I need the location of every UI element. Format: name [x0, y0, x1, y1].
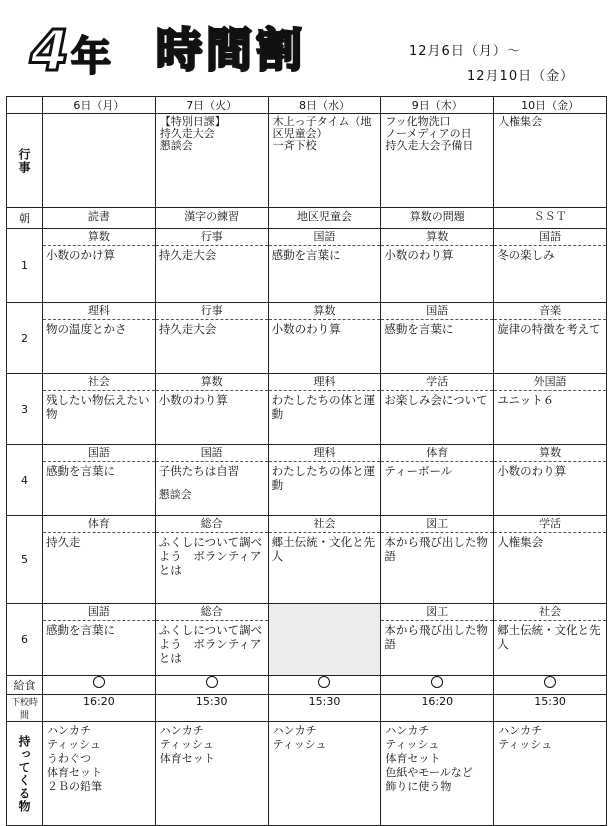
lesson-subject: 図工 — [381, 604, 493, 621]
lesson-subject: 理科 — [43, 303, 155, 320]
events-row — [7, 114, 607, 208]
dismissal-time: 15:30 — [155, 695, 268, 722]
bring-row — [7, 722, 607, 826]
lesson-subject: 学活 — [494, 516, 606, 533]
lesson-topic: 子供たちは自習 — [158, 464, 240, 478]
lesson-topic: 小数のわり算 — [158, 393, 228, 407]
lunch-circle-icon — [431, 676, 443, 688]
lesson-topic: 本から飛び出した物語 — [384, 535, 488, 563]
lesson-subject: 社会 — [494, 604, 606, 621]
event-cell — [43, 114, 156, 208]
dismissal-time: 15:30 — [268, 695, 381, 722]
lesson-subject: 学活 — [381, 374, 493, 391]
lesson-topic: 小数のわり算 — [271, 322, 341, 336]
lesson-cell — [155, 303, 268, 374]
lesson-subject: 算数 — [494, 445, 606, 462]
lesson-cell — [155, 604, 268, 676]
lesson-cell — [268, 374, 381, 445]
lunch-cell — [494, 676, 607, 695]
morning-row — [7, 208, 607, 229]
lesson-subject: 総合 — [156, 604, 268, 621]
lunch-cell — [155, 676, 268, 695]
events-label-text: 行事 — [17, 147, 31, 174]
lesson-cell — [381, 516, 494, 604]
day-header: 6日（月） — [43, 97, 156, 114]
lesson-cell — [155, 229, 268, 303]
lunch-cell — [381, 676, 494, 695]
period-number: 5 — [7, 516, 43, 604]
lesson-topic: ふくしについて調べよう ボランティアとは — [158, 535, 263, 577]
dismissal-row — [7, 695, 607, 722]
lesson-note: 懇談会 — [158, 488, 192, 501]
lunch-label: 給食 — [7, 676, 43, 695]
lesson-topic: 郷土伝統・文化と先人 — [271, 535, 376, 563]
bring-label-text: 持ってくる物 — [17, 734, 31, 813]
event-cell: 木上っ子タイム（地区児童会） 一斉下校 — [268, 114, 381, 208]
morning-label: 朝 — [7, 208, 43, 229]
lunch-circle-icon — [93, 676, 105, 688]
lesson-subject: 理科 — [269, 445, 381, 462]
lesson-subject: 社会 — [43, 374, 155, 391]
lesson-subject: 体育 — [381, 445, 493, 462]
page-title: 時間割 — [156, 23, 306, 77]
lesson-cell — [43, 303, 156, 374]
lunch-row — [7, 676, 607, 695]
lesson-topic: 冬の楽しみ — [497, 248, 555, 262]
lesson-topic: 感動を言葉に — [46, 464, 115, 478]
lesson-cell — [43, 374, 156, 445]
lesson-topic: 感動を言葉に — [384, 322, 454, 336]
lesson-cell — [381, 374, 494, 445]
lesson-topic: 小数のわり算 — [384, 248, 454, 262]
lunch-cell — [43, 676, 156, 695]
lesson-subject: 国語 — [269, 229, 381, 246]
lesson-subject: 算数 — [381, 229, 493, 246]
page-header — [0, 0, 614, 96]
lesson-cell — [268, 303, 381, 374]
event-cell: フッ化物洗口 ノーメディアの日 持久走大会予備日 — [381, 114, 494, 208]
lesson-cell — [43, 516, 156, 604]
grade-number: 4 — [30, 19, 69, 84]
lesson-cell — [155, 374, 268, 445]
day-header: 7日（火） — [155, 97, 268, 114]
lesson-topic: 残したい物伝えたい物 — [46, 393, 150, 421]
morning-activity: 漢字の練習 — [155, 208, 268, 229]
lesson-topic: 小数のかけ算 — [46, 248, 115, 262]
lesson-cell — [268, 516, 381, 604]
bring-label — [7, 722, 43, 826]
lesson-subject: 体育 — [43, 516, 155, 533]
period-row-4 — [7, 445, 607, 516]
period-number: 1 — [7, 229, 43, 303]
period-row-3 — [7, 374, 607, 445]
lesson-cell — [381, 604, 494, 676]
date-range-start: 12月6日（月）～ — [409, 44, 521, 59]
lesson-topic: 人権集会 — [497, 535, 544, 549]
lesson-subject: 算数 — [156, 374, 268, 391]
lesson-subject: 社会 — [269, 516, 381, 533]
lesson-cell — [381, 445, 494, 516]
lesson-topic: 持久走大会 — [158, 248, 217, 262]
lunch-circle-icon — [544, 676, 556, 688]
bring-items: ハンカチ ティッシュ 体育セット 色紙やモールなど 飾りに使う物 — [381, 722, 494, 826]
lesson-subject: 国語 — [381, 303, 493, 320]
lesson-subject: 国語 — [43, 604, 155, 621]
period-row-2 — [7, 303, 607, 374]
lesson-subject: 算数 — [43, 229, 155, 246]
lesson-cell — [155, 516, 268, 604]
lesson-topic: 持久走 — [46, 535, 81, 549]
lesson-topic: 物の温度とかさ — [46, 322, 127, 336]
lesson-topic: 旋律の特徴を考えて — [497, 322, 601, 336]
lesson-topic: お楽しみ会について — [384, 393, 488, 407]
lesson-cell — [155, 445, 268, 516]
bring-items: ハンカチ ティッシュ 体育セット — [155, 722, 268, 826]
lesson-cell — [494, 374, 607, 445]
dismissal-label: 下校時間 — [7, 695, 43, 722]
lesson-topic: 郷土伝統・文化と先人 — [497, 623, 601, 651]
lesson-cell — [43, 604, 156, 676]
event-cell: 人権集会 — [494, 114, 607, 208]
lesson-topic: 持久走大会 — [158, 322, 217, 336]
lunch-cell — [268, 676, 381, 695]
events-label — [7, 114, 43, 208]
lesson-topic: 小数のわり算 — [497, 464, 567, 478]
date-range-end: 12月10日（金） — [467, 69, 575, 84]
lesson-subject: 国語 — [494, 229, 606, 246]
period-row-1 — [7, 229, 607, 303]
lesson-topic: ふくしについて調べよう ボランティアとは — [158, 623, 263, 665]
lesson-cell — [494, 445, 607, 516]
lesson-subject: 国語 — [156, 445, 268, 462]
lesson-topic: 感動を言葉に — [46, 623, 115, 637]
lesson-cell — [268, 445, 381, 516]
lesson-subject: 行事 — [156, 229, 268, 246]
event-cell: 【特別日課】 持久走大会 懇談会 — [155, 114, 268, 208]
lesson-subject: 音楽 — [494, 303, 606, 320]
lunch-circle-icon — [206, 676, 218, 688]
period-number: 6 — [7, 604, 43, 676]
period-number: 3 — [7, 374, 43, 445]
bring-items: ハンカチ ティッシュ うわぐつ 体育セット ２Ｂの鉛筆 — [43, 722, 156, 826]
lesson-subject: 外国語 — [494, 374, 606, 391]
lesson-topic: ティーボール — [384, 464, 453, 478]
period-number: 2 — [7, 303, 43, 374]
lesson-subject: 国語 — [43, 445, 155, 462]
day-header: 10日（金） — [494, 97, 607, 114]
day-header-row — [7, 97, 607, 114]
lesson-cell — [43, 445, 156, 516]
lesson-topic: わたしたちの体と運動 — [271, 464, 376, 492]
lesson-cell — [43, 229, 156, 303]
lesson-cell — [494, 516, 607, 604]
period-row-5 — [7, 516, 607, 604]
corner-cell — [7, 97, 43, 114]
period-number: 4 — [7, 445, 43, 516]
lesson-subject: 図工 — [381, 516, 493, 533]
lesson-cell — [494, 229, 607, 303]
timetable — [6, 96, 607, 826]
lesson-topic: 本から飛び出した物語 — [384, 623, 488, 651]
morning-activity: 地区児童会 — [268, 208, 381, 229]
lesson-subject: 総合 — [156, 516, 268, 533]
dismissal-time: 16:20 — [43, 695, 156, 722]
lesson-cell — [268, 229, 381, 303]
morning-activity: ＳＳＴ — [494, 208, 607, 229]
lesson-cell — [494, 604, 607, 676]
lesson-cell — [494, 303, 607, 374]
lesson-subject: 理科 — [269, 374, 381, 391]
lesson-cell — [268, 604, 381, 676]
period-row-6 — [7, 604, 607, 676]
dismissal-time: 15:30 — [494, 695, 607, 722]
lesson-topic: わたしたちの体と運動 — [271, 393, 376, 421]
lunch-circle-icon — [318, 676, 330, 688]
lesson-subject: 算数 — [269, 303, 381, 320]
dismissal-time: 16:20 — [381, 695, 494, 722]
grade-unit: 年 — [70, 34, 111, 80]
grade-badge — [30, 10, 111, 84]
day-header: 9日（木） — [381, 97, 494, 114]
lesson-topic: 感動を言葉に — [271, 248, 341, 262]
bring-items: ハンカチ ティッシュ — [268, 722, 381, 826]
morning-activity: 読書 — [43, 208, 156, 229]
morning-activity: 算数の問題 — [381, 208, 494, 229]
lesson-subject: 行事 — [156, 303, 268, 320]
lesson-cell — [381, 229, 494, 303]
day-header: 8日（水） — [268, 97, 381, 114]
bring-items: ハンカチ ティッシュ — [494, 722, 607, 826]
lesson-cell — [381, 303, 494, 374]
lesson-topic: ユニット６ — [497, 393, 555, 407]
